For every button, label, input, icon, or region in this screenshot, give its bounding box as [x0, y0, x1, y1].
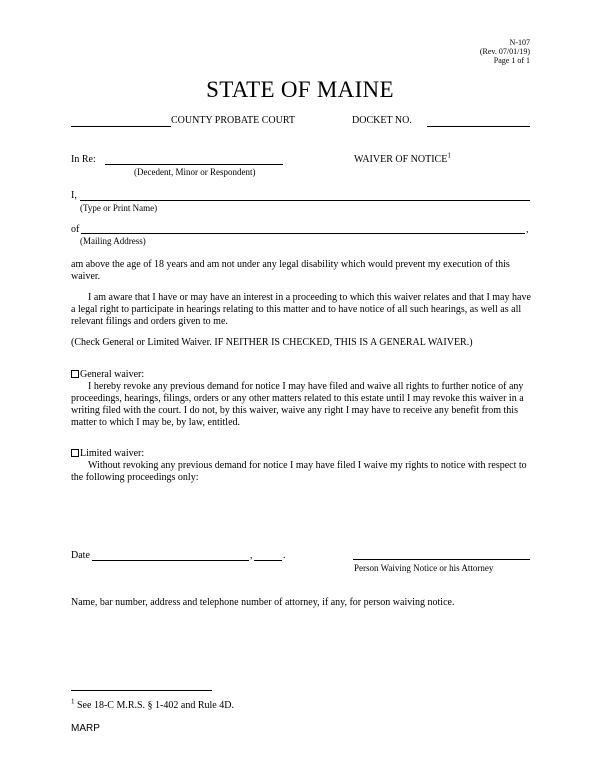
footnote-text: See 18-C M.R.S. § 1-402 and Rule 4D. [77, 700, 234, 711]
page-title: STATE OF MAINE [206, 77, 394, 102]
signer-caption: Person Waiving Notice or his Attorney [354, 563, 494, 573]
check-instruction: (Check General or Limited Waiver. IF NEITHER IS CHECKED, THIS IS A GENERAL WAIVER.) [71, 337, 473, 348]
general-waiver-option [71, 369, 144, 381]
general-waiver-label: General waiver: [80, 369, 145, 380]
signature-field[interactable] [353, 559, 530, 560]
year-field[interactable] [254, 560, 282, 561]
footnote [71, 697, 234, 712]
form-number-block [480, 38, 530, 65]
in-re-caption: (Decedent, Minor or Respondent) [134, 167, 256, 177]
address-label: of [71, 224, 80, 235]
in-re-field[interactable] [105, 164, 283, 165]
form-number: N-107 [509, 38, 530, 47]
date-end: . [283, 550, 286, 561]
limited-waiver-text: Without revoking any previous demand for notice I may have filed I waive my rights to notice with respect to the following proceedings only: [71, 460, 527, 483]
footnote-marker: 1 [71, 697, 75, 706]
address-trailing-comma: , [526, 224, 529, 235]
general-waiver-checkbox[interactable] [71, 370, 79, 378]
date-separator: , [250, 550, 253, 561]
county-field[interactable] [71, 126, 171, 127]
document-title-text: WAIVER OF NOTICE [354, 154, 448, 165]
age-paragraph: am above the age of 18 years and am not under any legal disability which would prevent my execution of this waiver. [71, 259, 510, 282]
name-caption: (Type or Print Name) [80, 203, 158, 213]
docket-number-field[interactable] [427, 126, 530, 127]
docket-label: DOCKET NO. [352, 115, 412, 126]
county-label: COUNTY PROBATE COURT [171, 115, 296, 126]
limited-waiver-option [71, 448, 144, 460]
name-field[interactable] [80, 200, 530, 201]
in-re-label: In Re: [71, 154, 96, 165]
general-waiver-text: I hereby revoke any previous demand for notice I may have filed and waive all rights to further notice of any proceedings, hearings, filings, orders or any other matters related to this estate until I may revoke this waiver in a writing filed with the court. I do not, by this waiver, waive any right I may have to receive any benefit from this matter to which I may be, by law, entitled. [71, 381, 524, 428]
footer-code: MARP [71, 723, 100, 734]
date-field[interactable] [92, 560, 249, 561]
footnote-divider [71, 690, 212, 691]
form-page: Page 1 of 1 [493, 56, 530, 65]
limited-waiver-label: Limited waiver: [80, 448, 145, 459]
address-field[interactable] [81, 233, 525, 234]
form-revision: (Rev. 07/01/19) [479, 47, 530, 56]
date-label: Date [71, 550, 90, 561]
document-title-footnote-ref: 1 [447, 151, 451, 160]
limited-waiver-checkbox[interactable] [71, 449, 79, 457]
address-caption: (Mailing Address) [80, 236, 146, 246]
name-label: I, [71, 190, 77, 201]
document-title [354, 151, 451, 166]
interest-paragraph: I am aware that I have or may have an interest in a proceeding to which this waiver relates and that I may have a legal right to participate in hearings relating to this matter and to have notice of all such hearings, as well as all relevant filings and orders given to me. [71, 292, 531, 327]
attorney-note: Name, bar number, address and telephone number of attorney, if any, for person waiving notice. [71, 597, 455, 608]
